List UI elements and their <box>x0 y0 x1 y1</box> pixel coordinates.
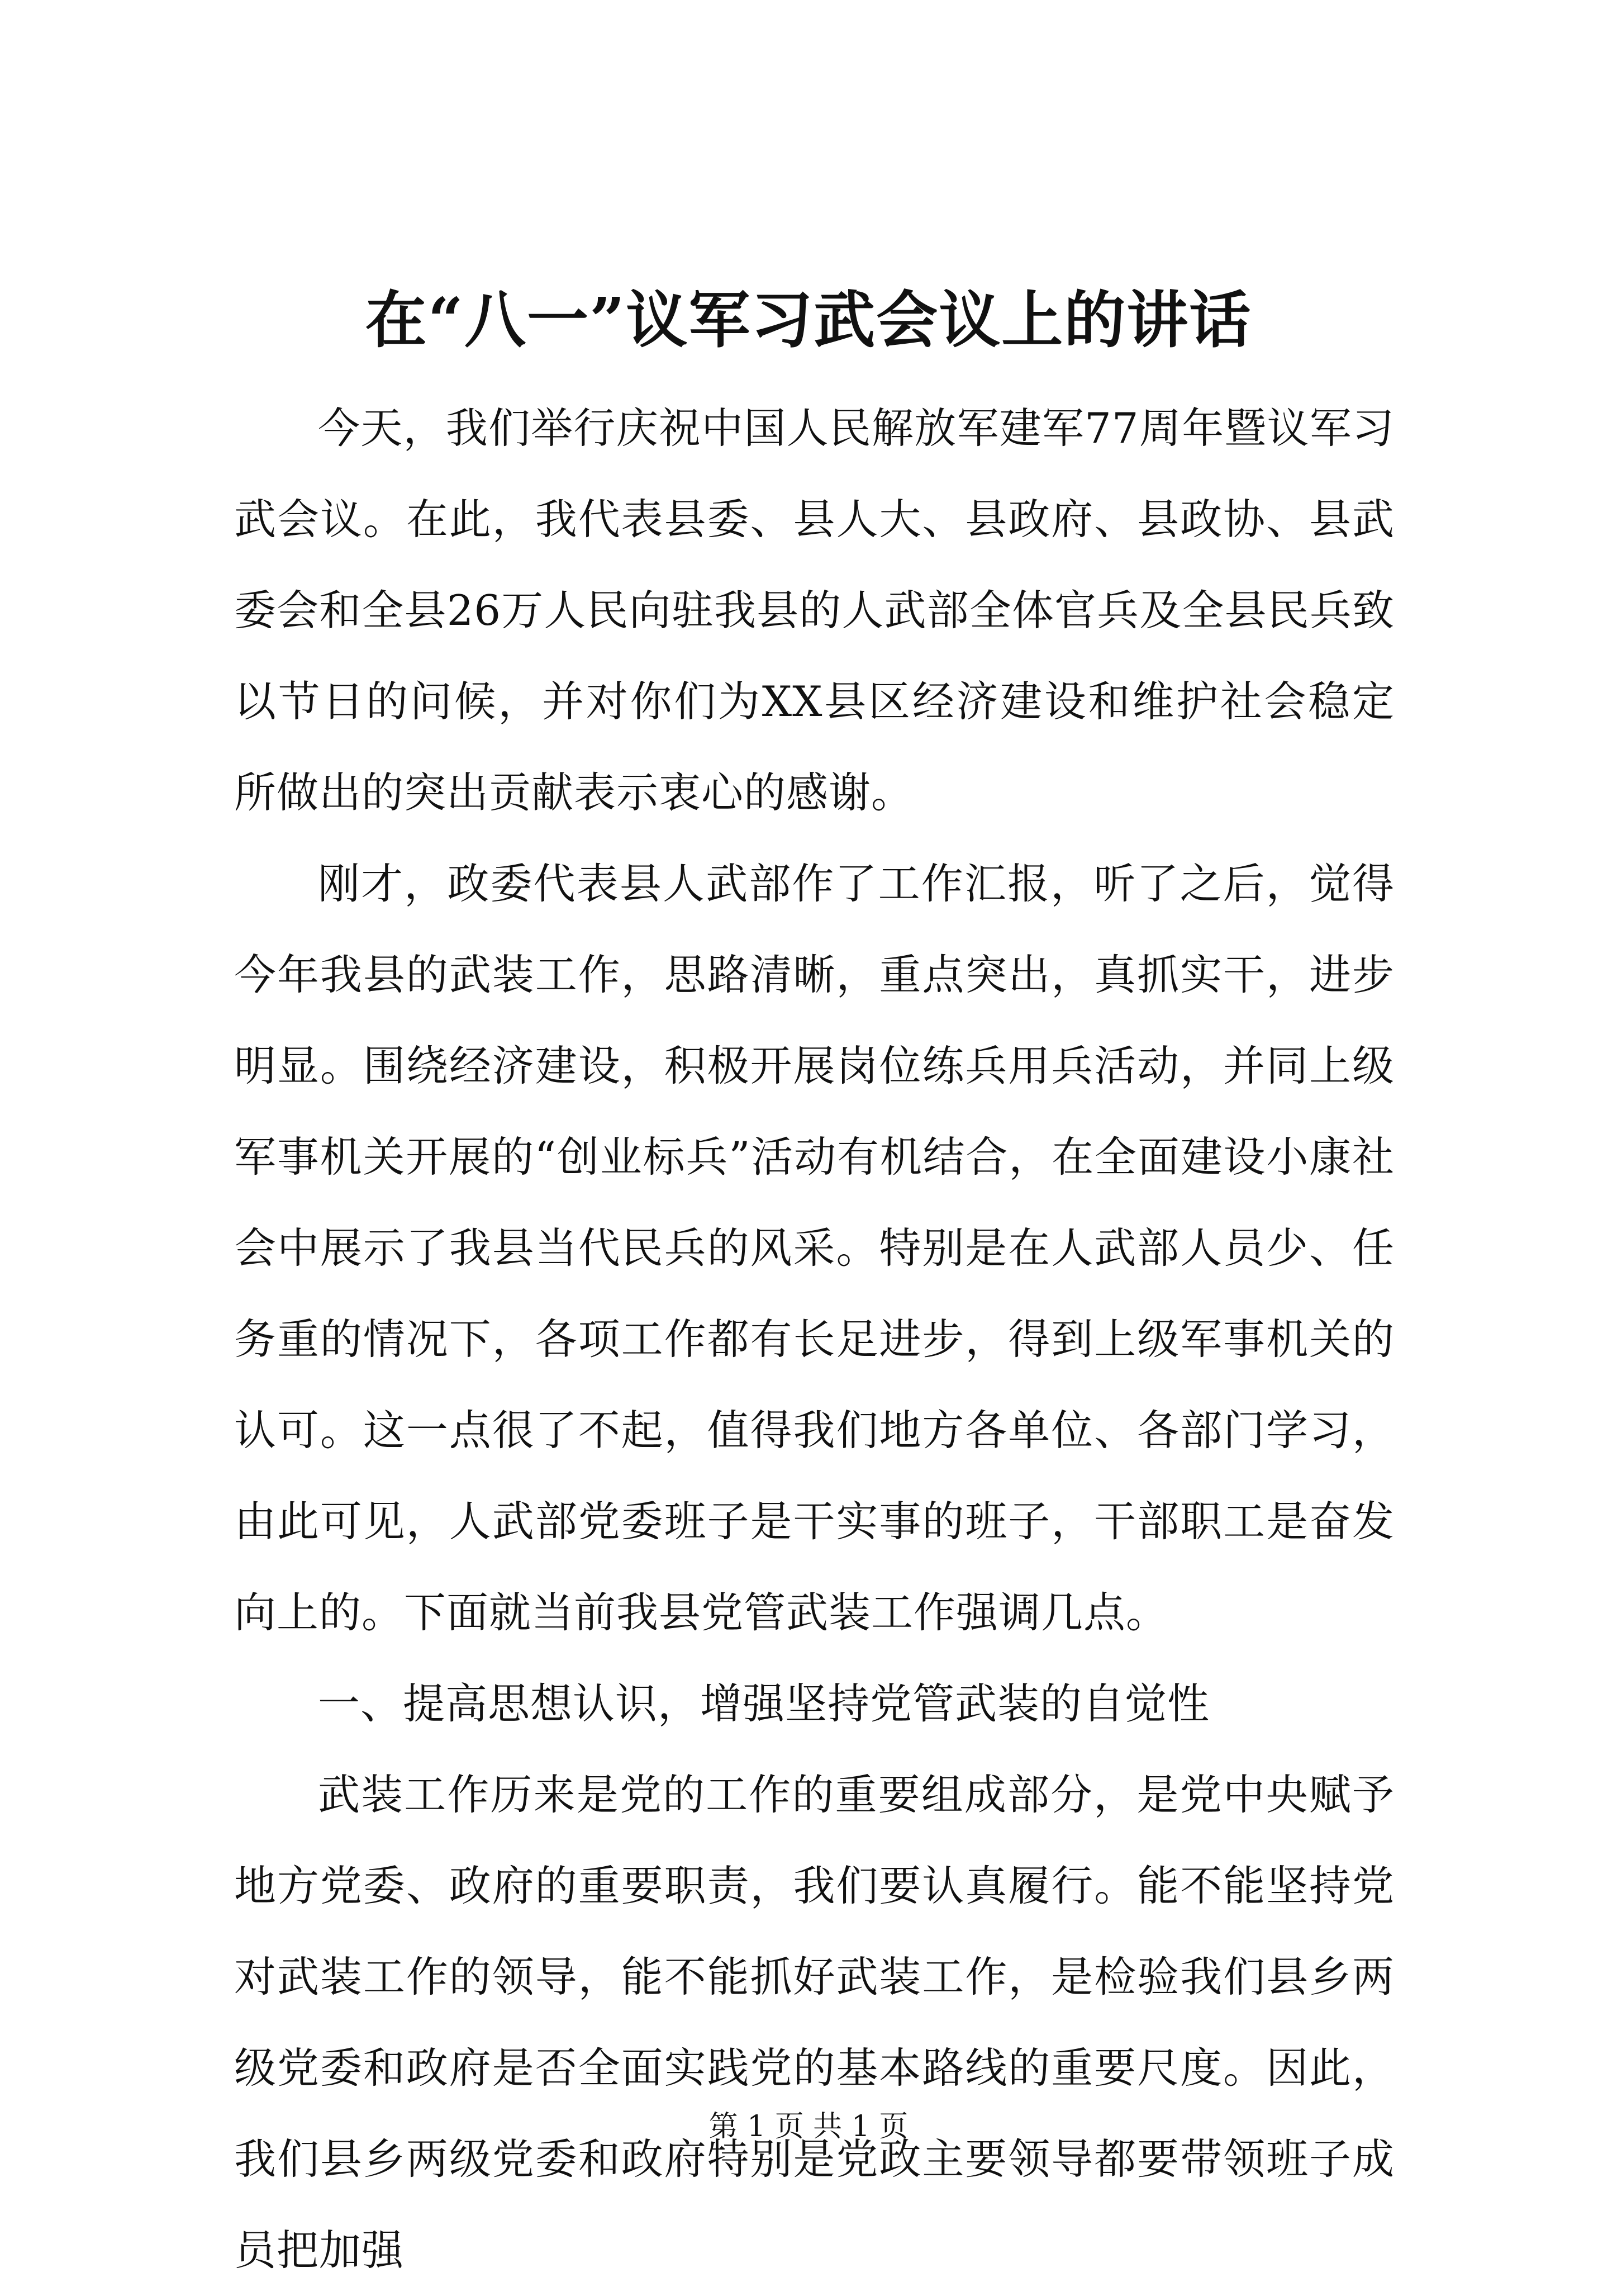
paragraph-work-report: 刚才，政委代表县人武部作了工作汇报，听了之后，觉得今年我县的武装工作，思路清晰，重点突出，真抓实干，进步明显。围绕经济建设，积极开展岗位练兵用兵活动，并同上级军事机关开展的“创业标兵”活动有机结合，在全面建设小康社会中展示了我县当代民兵的风采。特别是在人武部人员少、任务重的情况下，各项工作都有长足进步，得到上级军事机关的认可。这一点很了不起，值得我们地方各单位、各部门学习，由此可见，人武部党委班子是干实事的班子，干部职工是奋发向上的。下面就当前我县党管武装工作强调几点。 <box>234 859 1395 1637</box>
section-heading-1: 一、提高思想认识，增强坚持党管武装的自觉性 <box>318 1679 1210 1728</box>
paragraph-opening: 今天，我们举行庆祝中国人民解放军建军77周年暨议军习武会议。在此，我代表县委、县人大、县政府、县政协、县武委会和全县26万人民向驻我县的人武部全体官兵及全县民兵致以节日的问候，并对你们为XX县区经济建设和维护社会稳定所做出的突出贡献表示衷心的感谢。 <box>234 404 1395 817</box>
document-body <box>234 383 1395 2296</box>
document-title: 在“八一”议军习武会议上的讲话 <box>365 284 1252 356</box>
paragraph-section-1: 武装工作历来是党的工作的重要组成部分，是党中央赋予地方党委、政府的重要职责，我们要认真履行。能不能坚持党对武装工作的领导，能不能抓好武装工作，是检验我们县乡两级党委和政府是否全面实践党的基本路线的重要尺度。因此，我们县乡两级党委和政府特别是党政主要领导都要带领班子成员把加强 <box>234 1770 1395 2275</box>
page-number-footer: 第 1 页 共 1 页 <box>708 2110 909 2143</box>
